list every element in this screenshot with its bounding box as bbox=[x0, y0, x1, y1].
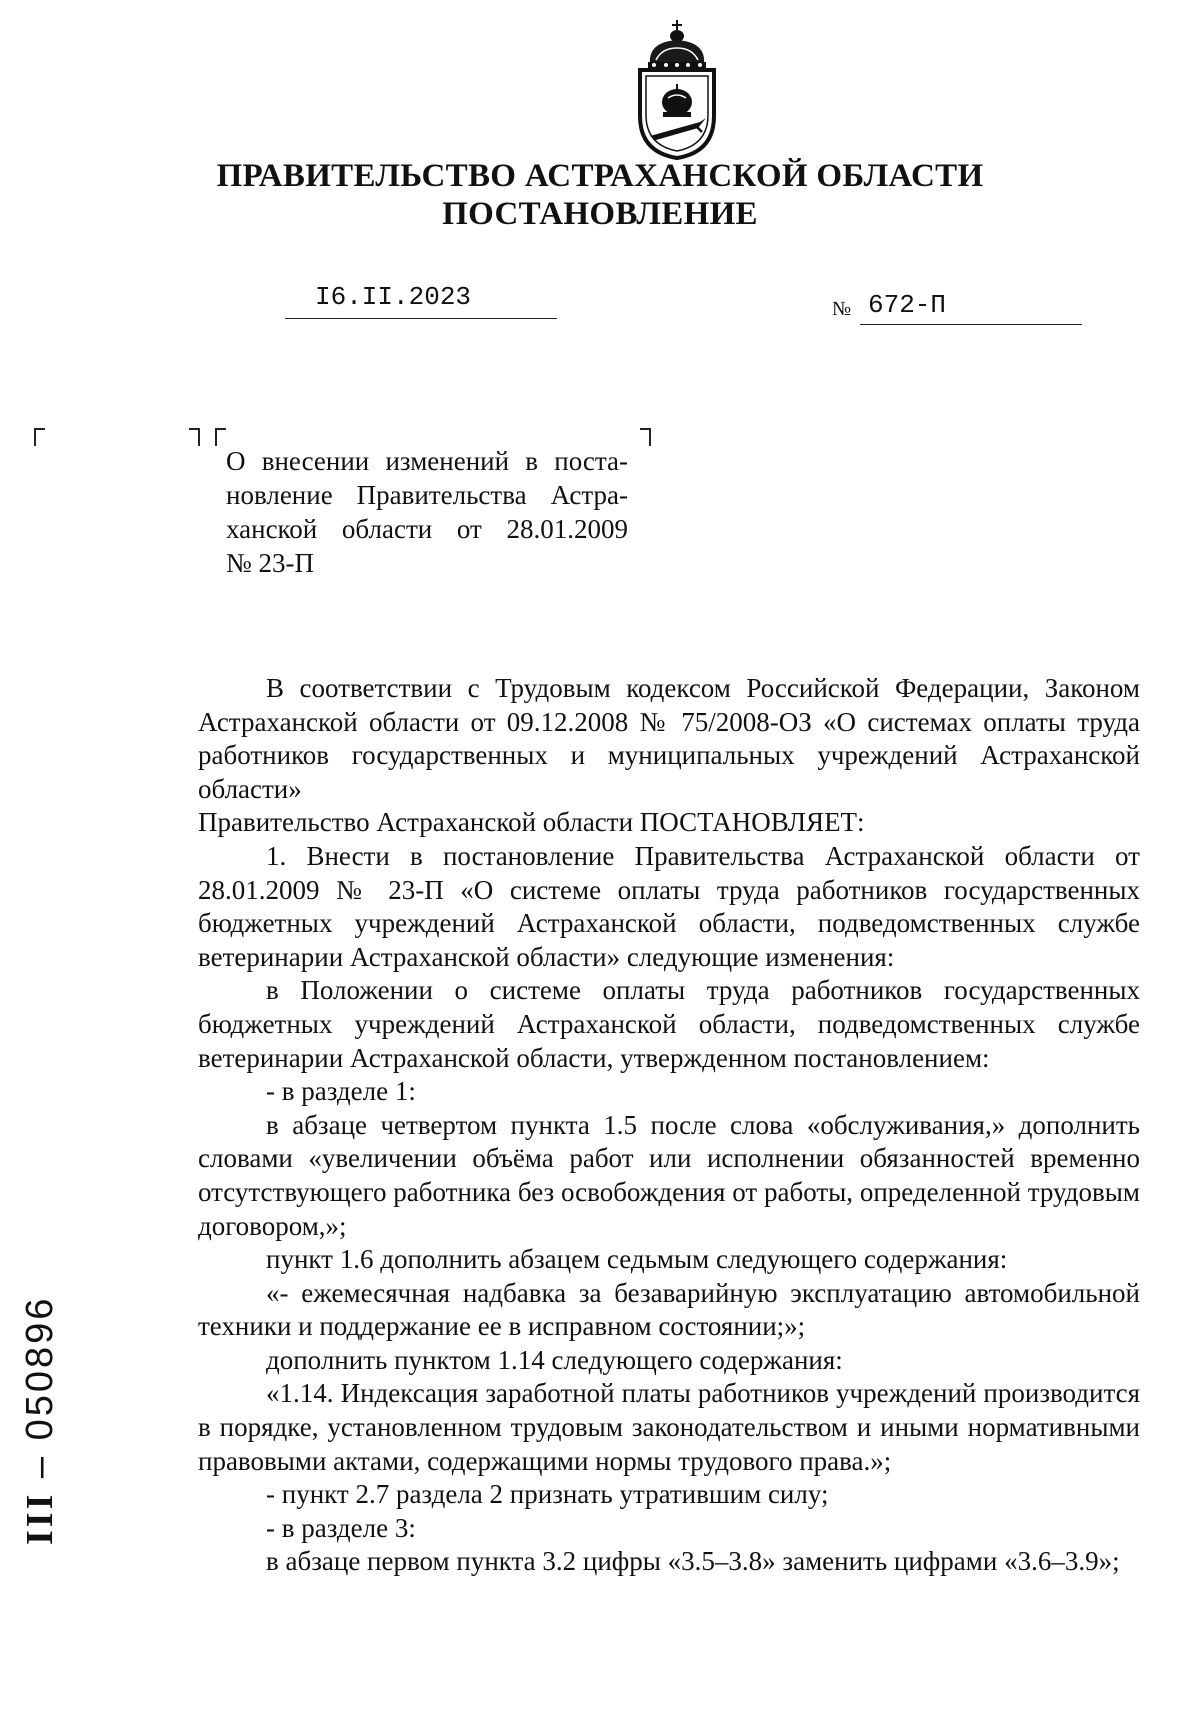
document-subject bbox=[226, 444, 628, 580]
body-paragraph: дополнить пунктом 1.14 следующего содержания: bbox=[266, 1344, 843, 1375]
corner-mark-left bbox=[34, 428, 45, 446]
corner-mark-mid-right bbox=[189, 428, 200, 446]
body-paragraph: - в разделе 1: bbox=[266, 1076, 416, 1107]
subject-line: новление Правительства Астра- bbox=[226, 480, 628, 510]
body-paragraph: «- ежемесячная надбавка за безаварийную эксплуатацию автомобильной техники и поддержание ее в исправном состоянии;»; bbox=[198, 1277, 1140, 1342]
serial-prefix: III bbox=[19, 1491, 61, 1545]
body-paragraph: пункт 1.6 дополнить абзацем седьмым следующего содержания: bbox=[266, 1244, 1008, 1275]
body-paragraph: 1. Внести в постановление Правительства Астраханской области от 28.01.2009 № 23-П «О системе оплаты труда работников государственных бюджетных учреждений Астраханской области, подведомственных службе ветеринарии Астраханской области» следующие изменения: bbox=[198, 840, 1140, 972]
body-paragraph: в абзаце четвертом пункта 1.5 после слова «обслуживания,» дополнить словами «увеличении объёма работ или исполнении обязанностей временно отсутствующего работника без освобождения от работы, определенной трудовым договором,»; bbox=[198, 1109, 1140, 1241]
document-body bbox=[198, 672, 1140, 1579]
organization-title: ПРАВИТЕЛЬСТВО АСТРАХАНСКОЙ ОБЛАСТИ bbox=[216, 158, 984, 194]
body-paragraph: в абзаце первом пункта 3.2 цифры «3.5–3.8» заменить цифрами «3.6–3.9»; bbox=[266, 1546, 1120, 1577]
subject-line: ханской области от 28.01.2009 bbox=[226, 514, 628, 544]
corner-mark-mid-left bbox=[215, 428, 226, 446]
subject-line: О внесении изменений в поста- bbox=[226, 446, 628, 476]
body-paragraph: - в разделе 3: bbox=[266, 1512, 416, 1543]
body-paragraph: В соответствии с Трудовым кодексом Российской Федерации, Законом Астраханской области от 09.12.2008 № 75/2008-ОЗ «О системах оплаты труда работников государственных и муниципальных учреждений Астраханской области» bbox=[198, 673, 1140, 804]
body-paragraph: - пункт 2.7 раздела 2 признать утратившим силу; bbox=[266, 1479, 829, 1510]
serial-number: 050896 bbox=[19, 1295, 61, 1441]
form-serial-number bbox=[18, 1296, 62, 1545]
body-paragraph: в Положении о системе оплаты труда работников государственных бюджетных учреждений Астраханской области, подведомственных службе ветеринарии Астраханской области, утвержденном постановлением: bbox=[198, 975, 1140, 1073]
document-number: 672-П bbox=[868, 290, 947, 320]
subject-line: № 23-П bbox=[226, 548, 315, 578]
number-sign: № bbox=[832, 298, 852, 320]
number-underline bbox=[860, 324, 1082, 325]
document-type-title: ПОСТАНОВЛЕНИЕ bbox=[442, 196, 758, 232]
serial-dash: – bbox=[19, 1440, 61, 1492]
document-date: I6.II.2023 bbox=[315, 282, 472, 312]
date-underline bbox=[285, 318, 557, 319]
body-paragraph: «1.14. Индексация заработной платы работников учреждений производится в порядке, установленном трудовым законодательством и иными нормативными правовыми актами, содержащими нормы трудового права.»; bbox=[198, 1378, 1140, 1476]
coat-of-arms-icon bbox=[632, 18, 722, 160]
corner-mark-right bbox=[640, 428, 651, 446]
body-paragraph-resolves: Правительство Астраханской области ПОСТАНОВЛЯЕТ: bbox=[198, 807, 865, 838]
